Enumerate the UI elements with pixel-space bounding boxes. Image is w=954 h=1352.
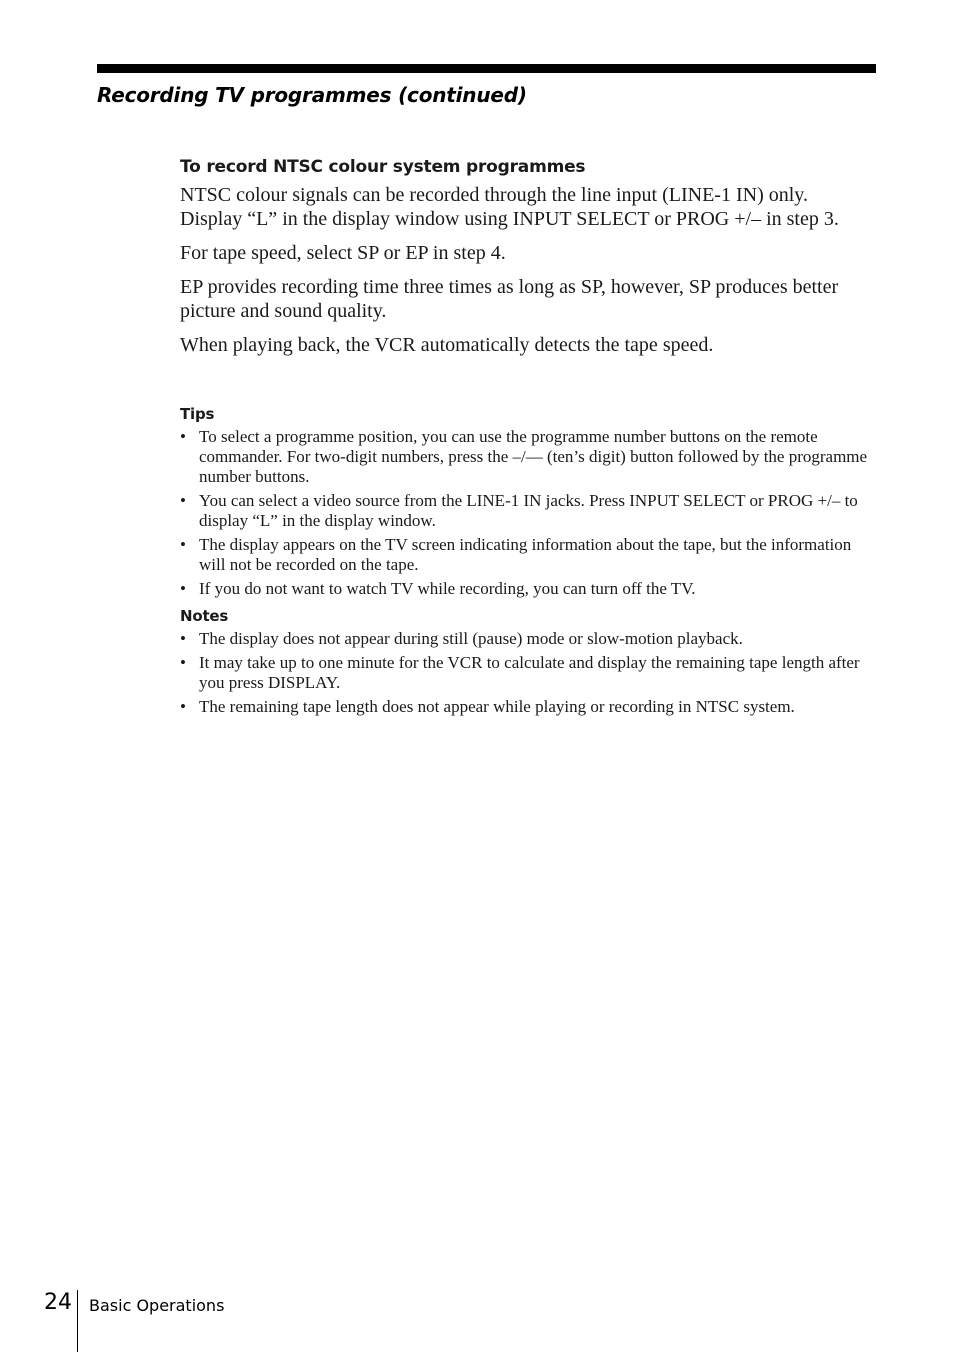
- notes-heading: Notes: [180, 607, 229, 625]
- tip-item: [180, 427, 875, 487]
- note-item: [180, 697, 875, 717]
- bullet-icon: •: [180, 629, 186, 648]
- tips-list: [180, 427, 875, 599]
- notes-list: [180, 629, 875, 717]
- footer-section-name: Basic Operations: [89, 1296, 225, 1315]
- tip-text: To select a programme position, you can use the programme number buttons on the remote commander. For two-digit numbers, press the –/–– (ten’s digit) button followed by the programme number buttons.: [199, 427, 868, 486]
- tip-item: [180, 491, 875, 531]
- tip-text: You can select a video source from the LINE-1 IN jacks. Press INPUT SELECT or PROG +/– to display “L” in the display window.: [199, 491, 858, 530]
- note-item: [180, 653, 875, 693]
- bullet-icon: •: [180, 427, 186, 446]
- ntsc-paragraph: For tape speed, select SP or EP in step 4.: [180, 242, 506, 264]
- note-text: It may take up to one minute for the VCR to calculate and display the remaining tape length after you press DISPLAY.: [199, 653, 860, 692]
- bullet-icon: •: [180, 491, 186, 510]
- header-rule: [97, 64, 876, 73]
- footer-divider: [77, 1290, 78, 1352]
- page-title: Recording TV programmes (continued): [97, 83, 527, 107]
- ntsc-paragraph: NTSC colour signals can be recorded through the line input (LINE-1 IN) only. Display “L” in the display window using INPUT SELECT or PROG +/– in step 3.: [180, 184, 839, 230]
- note-item: [180, 629, 875, 649]
- note-text: The remaining tape length does not appear while playing or recording in NTSC system.: [199, 697, 795, 716]
- page-number: 24: [44, 1290, 72, 1315]
- tips-heading: Tips: [180, 405, 215, 423]
- ntsc-paragraph: When playing back, the VCR automatically detects the tape speed.: [180, 334, 714, 356]
- bullet-icon: •: [180, 697, 186, 716]
- tip-item: [180, 535, 875, 575]
- tip-text: If you do not want to watch TV while recording, you can turn off the TV.: [199, 579, 696, 598]
- tip-item: [180, 579, 875, 599]
- ntsc-section-heading: To record NTSC colour system programmes: [180, 157, 586, 177]
- tip-text: The display appears on the TV screen indicating information about the tape, but the information will not be recorded on the tape.: [199, 535, 852, 574]
- note-text: The display does not appear during still (pause) mode or slow-motion playback.: [199, 629, 743, 648]
- bullet-icon: •: [180, 535, 186, 554]
- bullet-icon: •: [180, 653, 186, 672]
- main-content: [180, 157, 875, 721]
- bullet-icon: •: [180, 579, 186, 598]
- ntsc-paragraph: EP provides recording time three times as long as SP, however, SP produces better picture and sound quality.: [180, 276, 839, 322]
